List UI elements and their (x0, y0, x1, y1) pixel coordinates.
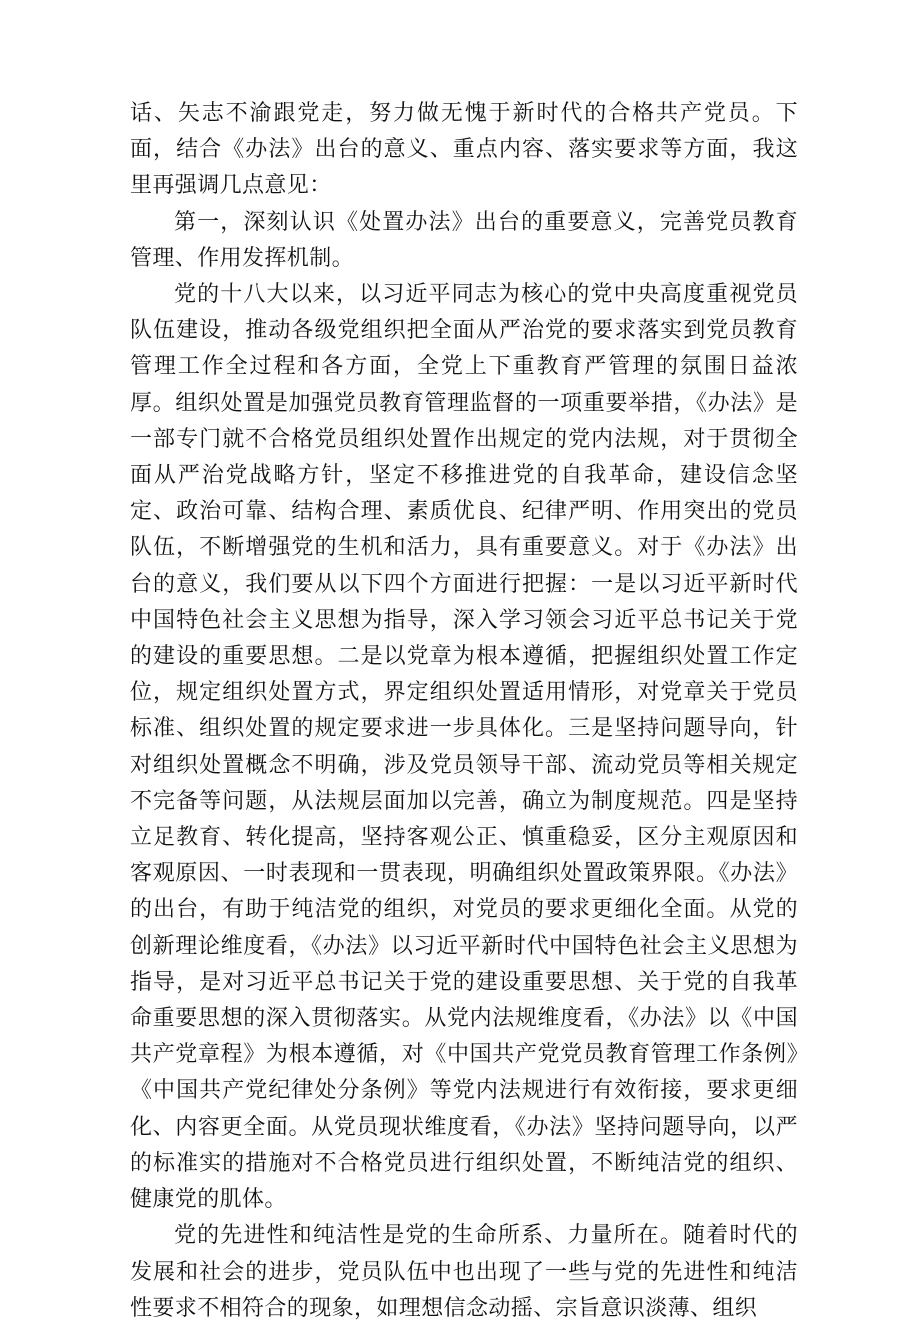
section-heading-first: 第一，深刻认识《处置办法》出台的重要意义，完善党员教育管理、作用发挥机制。 (130, 209, 798, 271)
paragraph-advancement: 党的先进性和纯洁性是党的生命所系、力量所在。随着时代的发展和社会的进步，党员队伍中也出现了一些与党的先进性和纯洁性要求不相符合的现象，如理想信念动摇、宗旨意识淡薄、组织 (130, 1223, 798, 1321)
paragraph-continuation: 话、矢志不渝跟党走，努力做无愧于新时代的合格共产党员。下面，结合《办法》出台的意义、重点内容、落实要求等方面，我这里再强调几点意见： (130, 101, 798, 199)
paragraph-significance: 党的十八大以来，以习近平同志为核心的党中央高度重视党员队伍建设，推动各级党组织把全面从严治党的要求落实到党员教育管理工作全过程和各方面，全党上下重教育严管理的氛围日益浓厚。组织处置是加强党员教育管理监督的一项重要举措，《办法》是一部专门就不合格党员组织处置作出规定的党内法规，对于贯彻全面从严治党战略方针，坚定不移推进党的自我革命，建设信念坚定、政治可靠、结构合理、素质优良、纪律严明、作用突出的党员队伍，不断增强党的生机和活力，具有重要意义。对于《办法》出台的意义，我们要从以下四个方面进行把握：一是以习近平新时代中国特色社会主义思想为指导，深入学习领会习近平总书记关于党的建设的重要思想。二是以党章为根本遵循，把握组织处置工作定位，规定组织处置方式，界定组织处置适用情形，对党章关于党员标准、组织处置的规定要求进一步具体化。三是坚持问题导向，针对组织处置概念不明确，涉及党员领导干部、流动党员等相关规定不完备等问题，从法规层面加以完善，确立为制度规范。四是坚持立足教育、转化提高，坚持客观公正、慎重稳妥，区分主观原因和客观原因、一时表现和一贯表现，明确组织处置政策界限。《办法》的出台，有助于纯洁党的组织，对党员的要求更细化全面。从党的创新理论维度看，《办法》以习近平新时代中国特色社会主义思想为指导，是对习近平总书记关于党的建设重要思想、关于党的自我革命重要思想的深入贯彻落实。从党内法规维度看，《办法》以《中国共产党章程》为根本遵循，对《中国共产党党员教育管理工作条例》《中国共产党纪律处分条例》等党内法规进行有效衔接，要求更细化、内容更全面。从党员现状维度看，《办法》坚持问题导向，以严的标准实的措施对不合格党员进行组织处置，不断纯洁党的组织、健康党的肌体。 (130, 282, 798, 1213)
document-body (130, 96, 798, 1327)
